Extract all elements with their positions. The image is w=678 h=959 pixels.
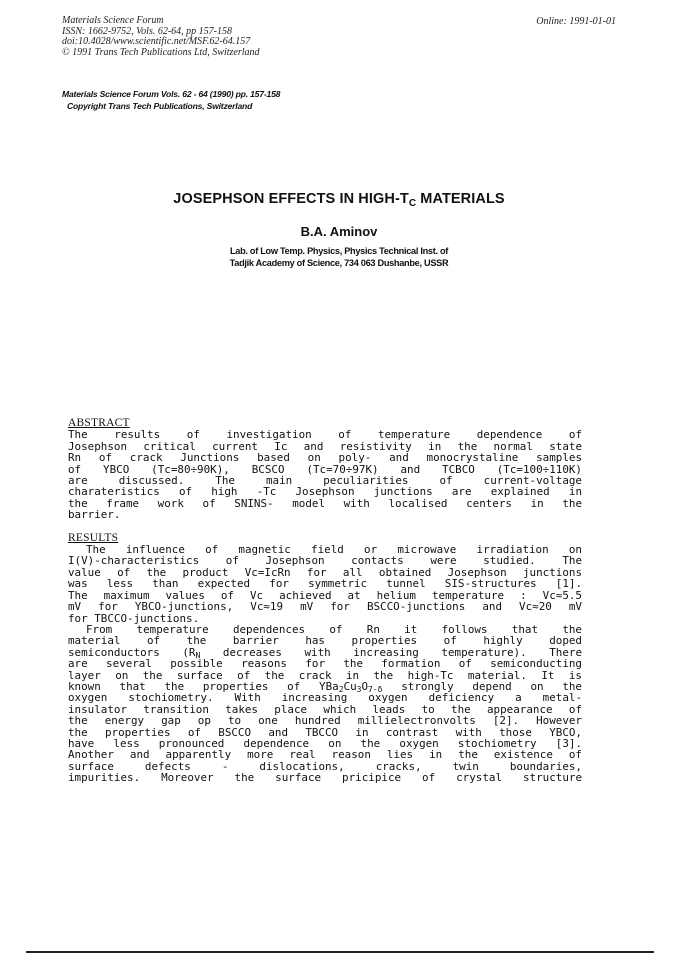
ybco-subscript-o: 7-δ bbox=[368, 684, 383, 694]
meta-line: © 1991 Trans Tech Publications Ltd, Switzerland bbox=[62, 46, 260, 58]
ybco-subscript-cu: 3 bbox=[356, 684, 362, 694]
abstract-line: are discussed. The main peculiarities of current-voltage bbox=[68, 474, 582, 488]
author-name: B.A. Aminov bbox=[300, 224, 378, 239]
abstract-text bbox=[68, 429, 582, 520]
results-line: value of the product Vc=IcRn for all obtained Josephson junctions bbox=[68, 565, 582, 579]
title-end: MATERIALS bbox=[416, 191, 505, 207]
results-line: for TBCCO-junctions. bbox=[68, 611, 200, 625]
affiliation-line: Tadjik Academy of Science, 734 063 Dushanbe, USSR bbox=[229, 258, 449, 268]
results-line: layer on the surface of the crack in the high-Tc material. It is bbox=[68, 668, 582, 682]
ybco-rest: strongly depend on the bbox=[382, 679, 582, 693]
paper-body bbox=[68, 418, 582, 784]
meta-line: doi:10.4028/www.scientific.net/MSF.62-64.157 bbox=[62, 36, 251, 47]
results-heading: RESULTS bbox=[68, 531, 119, 544]
publication-metadata bbox=[62, 16, 260, 58]
abstract-line: charateristics of high -Tc Josephson junctions are explained in bbox=[68, 485, 582, 499]
ybco-cu: Cu bbox=[343, 679, 357, 693]
abstract-line: The results of investigation of temperature dependence of bbox=[68, 428, 582, 442]
rn-rest: decreases with increasing temperature). There bbox=[200, 645, 582, 659]
meta-line: ISSN: 1662-9752, Vols. 62-64, pp 157-158 bbox=[62, 25, 232, 37]
journal-line: Materials Science Forum Vols. 62 - 64 (1990) pp. 157-158 bbox=[62, 89, 281, 99]
results-line: Another and apparently more real reason lies in the existence of bbox=[68, 748, 582, 762]
results-text bbox=[68, 544, 582, 784]
title-main: JOSEPHSON EFFECTS IN HIGH-T bbox=[173, 191, 409, 207]
abstract-line: Rn of crack Junctions based on poly- and monocrystaline samples bbox=[68, 451, 582, 465]
abstract-line: the frame work of SNINS- model with localised centers in the bbox=[68, 496, 582, 510]
rn-subscript: N bbox=[195, 650, 201, 660]
results-line: surface defects - dislocations, cracks, twin boundaries, bbox=[68, 759, 582, 773]
results-line: The influence of magnetic field or microwave irradiation on bbox=[86, 543, 582, 557]
results-line: oxygen stochiometry. With increasing oxygen deficiency a metal- bbox=[68, 691, 582, 705]
ybco-o: O bbox=[361, 679, 369, 693]
meta-line: Materials Science Forum bbox=[62, 15, 164, 26]
results-line: have less pronounced dependence on the oxygen stochiometry [3]. bbox=[68, 736, 582, 750]
ybco-subscript-ba: 2 bbox=[338, 684, 344, 694]
affiliation bbox=[0, 245, 678, 269]
copyright-line: Copyright Trans Tech Publications, Switzerland bbox=[67, 101, 253, 111]
footer-rule bbox=[26, 951, 654, 953]
results-line: are several possible reasons for the formation of semiconducting bbox=[68, 657, 582, 671]
abstract-heading: ABSTRACT bbox=[68, 417, 130, 429]
title-subscript: C bbox=[408, 198, 417, 209]
results-line: insulator transition takes place which leads to the appearance of bbox=[68, 702, 582, 716]
results-line: material of the barrier has properties of highly doped bbox=[68, 634, 582, 648]
rn-text: semiconductors (R bbox=[68, 645, 196, 659]
results-line: the properties of BSCCO and TBCCO in contrast with those YBCO, bbox=[68, 725, 582, 739]
results-line: The maximum values of Vc achieved at helium temperature : Vc≈5.5 bbox=[68, 588, 582, 602]
abstract-line: of YBCO (Tc=80÷90K), BCSCO (Tc=70÷97K) and TCBCO (Tc=100÷110K) bbox=[68, 462, 582, 476]
affiliation-line: Lab. of Low Temp. Physics, Physics Technical Inst. of bbox=[229, 246, 449, 256]
ybco-text: known that the properties of YBa bbox=[68, 679, 339, 693]
abstract-line: Josephson critical current Ic and resistivity in the normal state bbox=[68, 439, 582, 453]
results-line: mV for YBCO-junctions, Vc≈19 mV for BSCCO-junctions and Vc≈20 mV bbox=[68, 600, 582, 614]
results-line: I(V)-characteristics of Josephson contacts were studied. The bbox=[68, 554, 582, 568]
abstract-line: barrier. bbox=[68, 508, 121, 522]
journal-citation bbox=[62, 88, 280, 112]
results-line: impurities. Moreover the surface pricipice of crystal structure bbox=[68, 771, 582, 785]
paper-title bbox=[0, 191, 678, 209]
results-line: was less than expected for symmetric tunnel SIS-structures [1]. bbox=[68, 577, 582, 591]
results-line: From temperature dependences of Rn it follows that the bbox=[86, 622, 582, 636]
online-date: Online: 1991-01-01 bbox=[536, 16, 616, 27]
results-line: the energy gap op to one hundred millielectronvolts [2]. However bbox=[68, 714, 582, 728]
